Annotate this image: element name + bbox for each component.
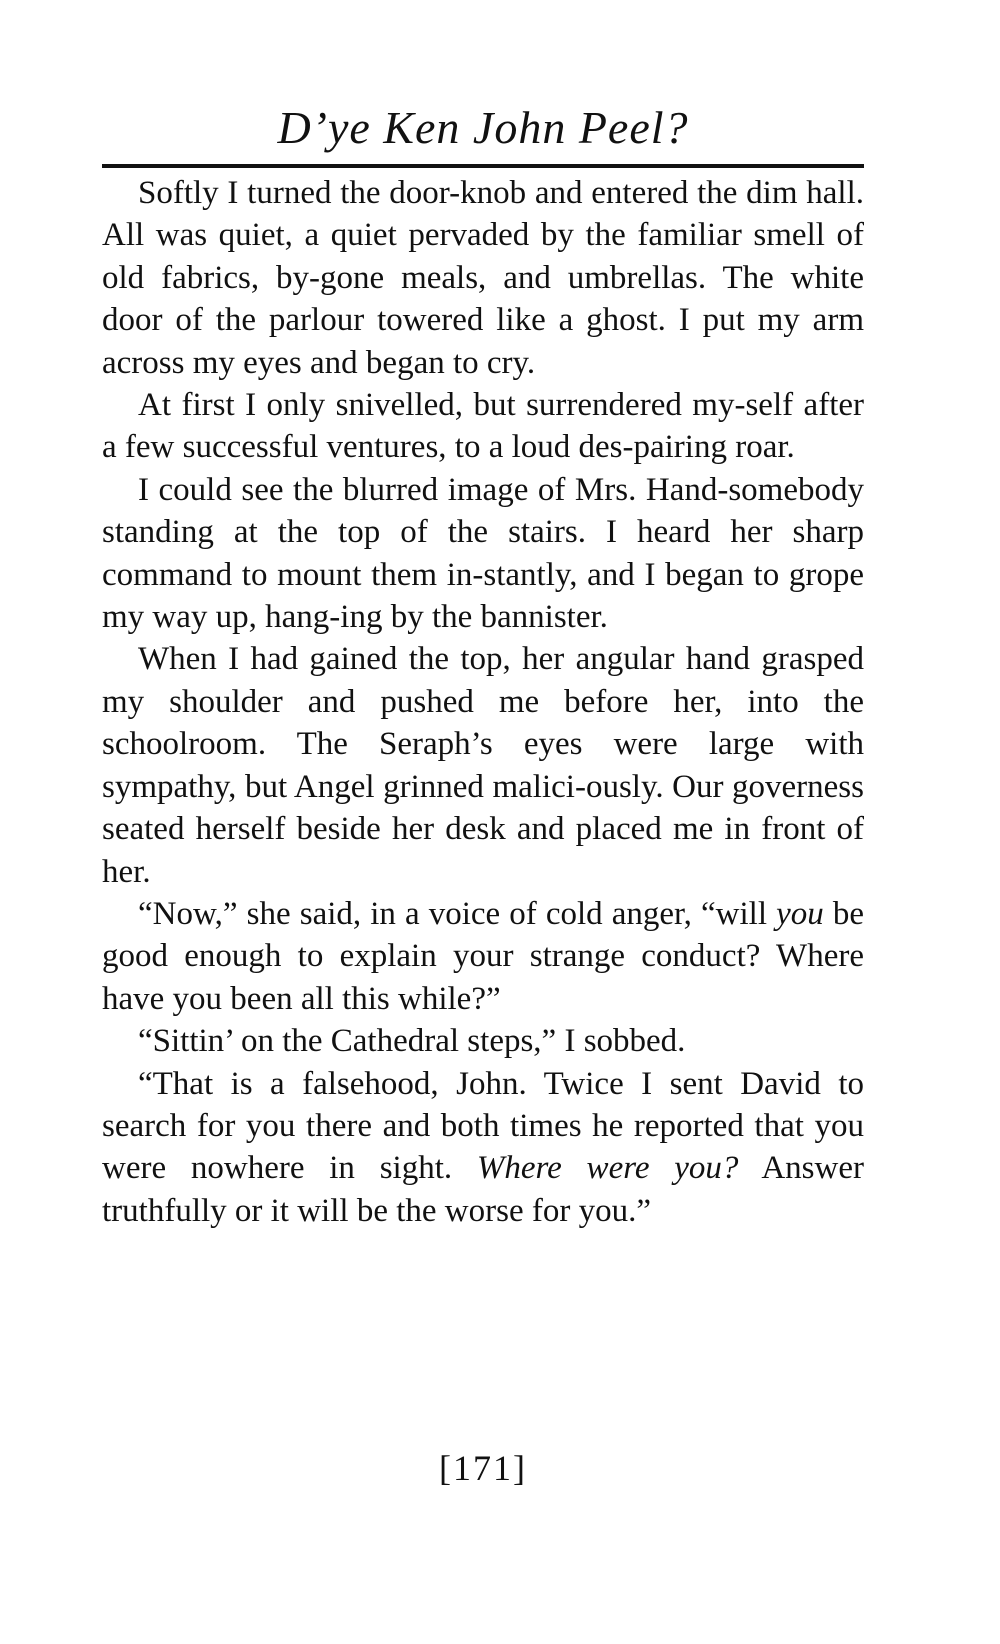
header-rule — [102, 164, 864, 168]
text-run: Answer truthfully or it will be the worse for you.” — [102, 1150, 864, 1229]
text-run: Softly I turned the door-knob and entered the dim hall. All was quiet, a quiet pervaded by the familiar smell of old fabrics, by-gone meals, and umbrellas. The white door of the parlour towered like a ghost. I put my arm across my eyes and began to cry. — [102, 175, 864, 381]
text-run: “Sittin’ on the Cathedral steps,” I sobbed. — [138, 1023, 686, 1060]
paragraph — [102, 1063, 864, 1233]
paragraph — [102, 1020, 864, 1062]
body-text — [102, 172, 864, 1232]
paragraph — [102, 172, 864, 384]
paragraph — [102, 638, 864, 892]
text-run: I could see the blurred image of Mrs. Hand-somebody standing at the top of the stairs. I heard her sharp command to mount them in-stantly, and I began to grope my way up, hang-ing by the bannister. — [102, 471, 864, 636]
running-title: D’ye Ken John Peel? — [277, 102, 689, 153]
text-run: “That is a falsehood, John. Twice I sent David to search for you there and both times he reported that you were nowhere in sight. — [102, 1065, 864, 1187]
paragraph — [102, 469, 864, 639]
italic-text-run: Where were you? — [476, 1150, 739, 1187]
paragraph — [102, 384, 864, 469]
paragraph — [102, 893, 864, 1020]
text-run: When I had gained the top, her angular hand grasped my shoulder and pushed me before her, into the schoolroom. The Seraph’s eyes were large with sympathy, but Angel grinned malici-ously. Our governess seated herself beside her desk and placed me in front of her. — [102, 641, 864, 890]
page-number: [171] — [439, 1448, 527, 1488]
text-run: be good enough to explain your strange conduct? Where have you been all this while?” — [102, 895, 864, 1017]
text-run: “Now,” she said, in a voice of cold anger, “will — [138, 895, 777, 932]
italic-text-run: you — [776, 895, 824, 932]
text-run: At first I only snivelled, but surrendered my-self after a few successful ventures, to a loud des-pairing roar. — [102, 387, 864, 466]
